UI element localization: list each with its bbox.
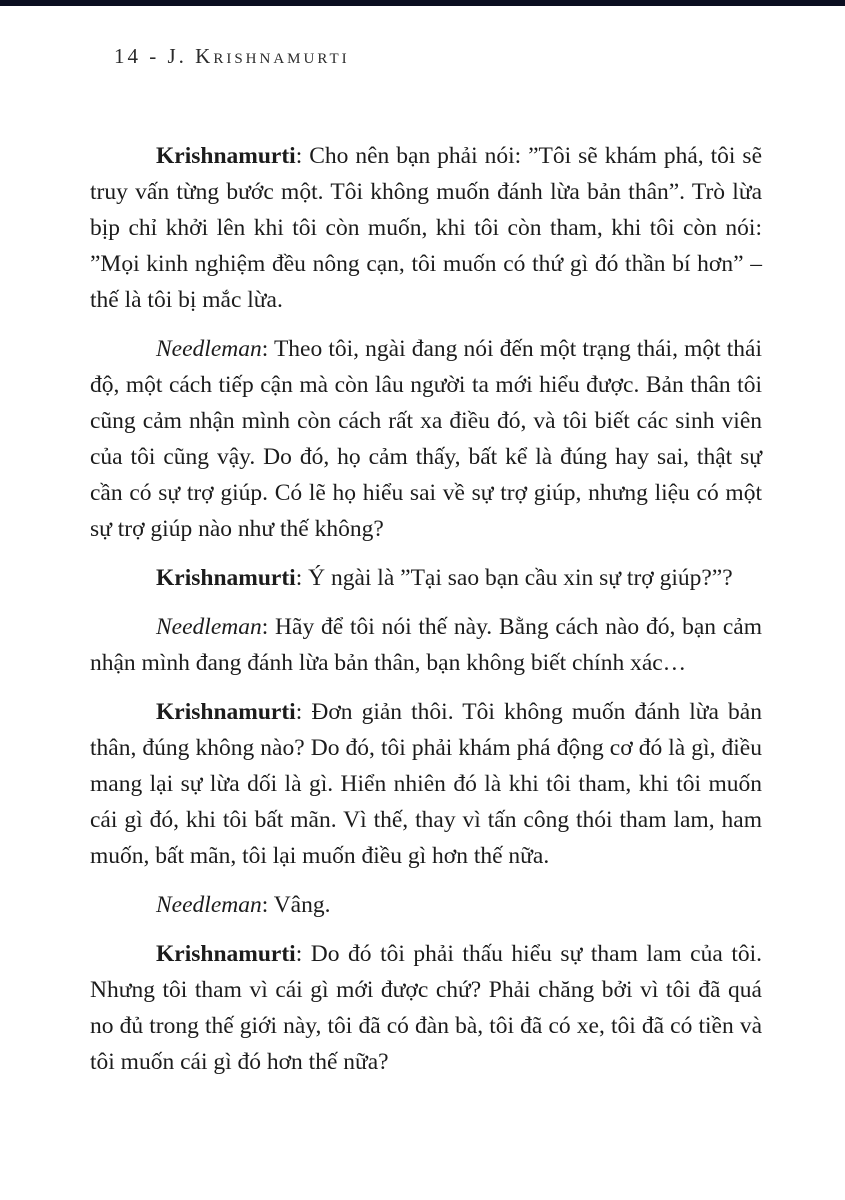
dialogue-text: : Theo tôi, ngài đang nói đến một trạng thái, một thái độ, một cách tiếp cận mà còn lâu người ta mới hiểu được. Bản thân tôi cũng cảm nhận mình còn cách rất xa điều đó, và tôi biết các sinh viên của tôi cũng vậy. Do đó, họ cảm thấy, bất kể là đúng hay sai, thật sự cần có sự trợ giúp. Có lẽ họ hiểu sai về sự trợ giúp, nhưng liệu có một sự trợ giúp nào như thế không? [90, 336, 762, 542]
speaker-name: Krishnamurti [156, 941, 296, 967]
running-header [114, 44, 350, 69]
speaker-name: Needleman [156, 336, 262, 362]
speaker-name: Needleman [156, 892, 262, 918]
speaker-name: Krishnamurti [156, 143, 296, 169]
dialogue-body [90, 138, 762, 1093]
scan-top-edge-bar [0, 0, 845, 6]
dialogue-text: : Ý ngài là ”Tại sao bạn cầu xin sự trợ giúp?”? [295, 565, 733, 591]
dialogue-paragraph [90, 609, 762, 681]
dialogue-text: : Vâng. [261, 892, 331, 918]
dialogue-text: : Cho nên bạn phải nói: ”Tôi sẽ khám phá, tôi sẽ truy vấn từng bước một. Tôi không muốn đánh lừa bản thân”. Trò lừa bịp chỉ khởi lên khi tôi còn muốn, khi tôi còn tham, khi tôi còn nói: ”Mọi kinh nghiệm đều nông cạn, tôi muốn có thứ gì đó thần bí hơn” – thế là tôi bị mắc lừa. [90, 143, 762, 313]
speaker-name: Needleman [156, 614, 262, 640]
dialogue-paragraph [90, 936, 762, 1080]
dialogue-paragraph [90, 694, 762, 874]
dialogue-text: : Đơn giản thôi. Tôi không muốn đánh lừa bản thân, đúng không nào? Do đó, tôi phải khám phá động cơ đó là gì, điều mang lại sự lừa dối là gì. Hiển nhiên đó là khi tôi tham, khi tôi muốn cái gì đó, khi tôi bất mãn. Vì thế, thay vì tấn công thói tham lam, ham muốn, bất mãn, tôi lại muốn điều gì hơn thế nữa. [90, 699, 762, 869]
dialogue-paragraph [90, 138, 762, 318]
speaker-name: Krishnamurti [156, 565, 296, 591]
speaker-name: Krishnamurti [156, 699, 296, 725]
dialogue-paragraph [90, 560, 762, 596]
dialogue-paragraph [90, 331, 762, 547]
dialogue-text: : Do đó tôi phải thấu hiểu sự tham lam của tôi. Nhưng tôi tham vì cái gì mới được chứ? Phải chăng bởi vì tôi đã quá no đủ trong thế giới này, tôi đã có đàn bà, tôi đã có xe, tôi đã có tiền và tôi muốn cái gì đó hơn thế nữa? [90, 941, 762, 1075]
page-number-and-book-title: 14 - J. Krishnamurti [114, 44, 350, 68]
dialogue-text: : Hãy để tôi nói thế này. Bằng cách nào đó, bạn cảm nhận mình đang đánh lừa bản thân, bạn không biết chính xác… [90, 614, 762, 676]
dialogue-paragraph [90, 887, 762, 923]
